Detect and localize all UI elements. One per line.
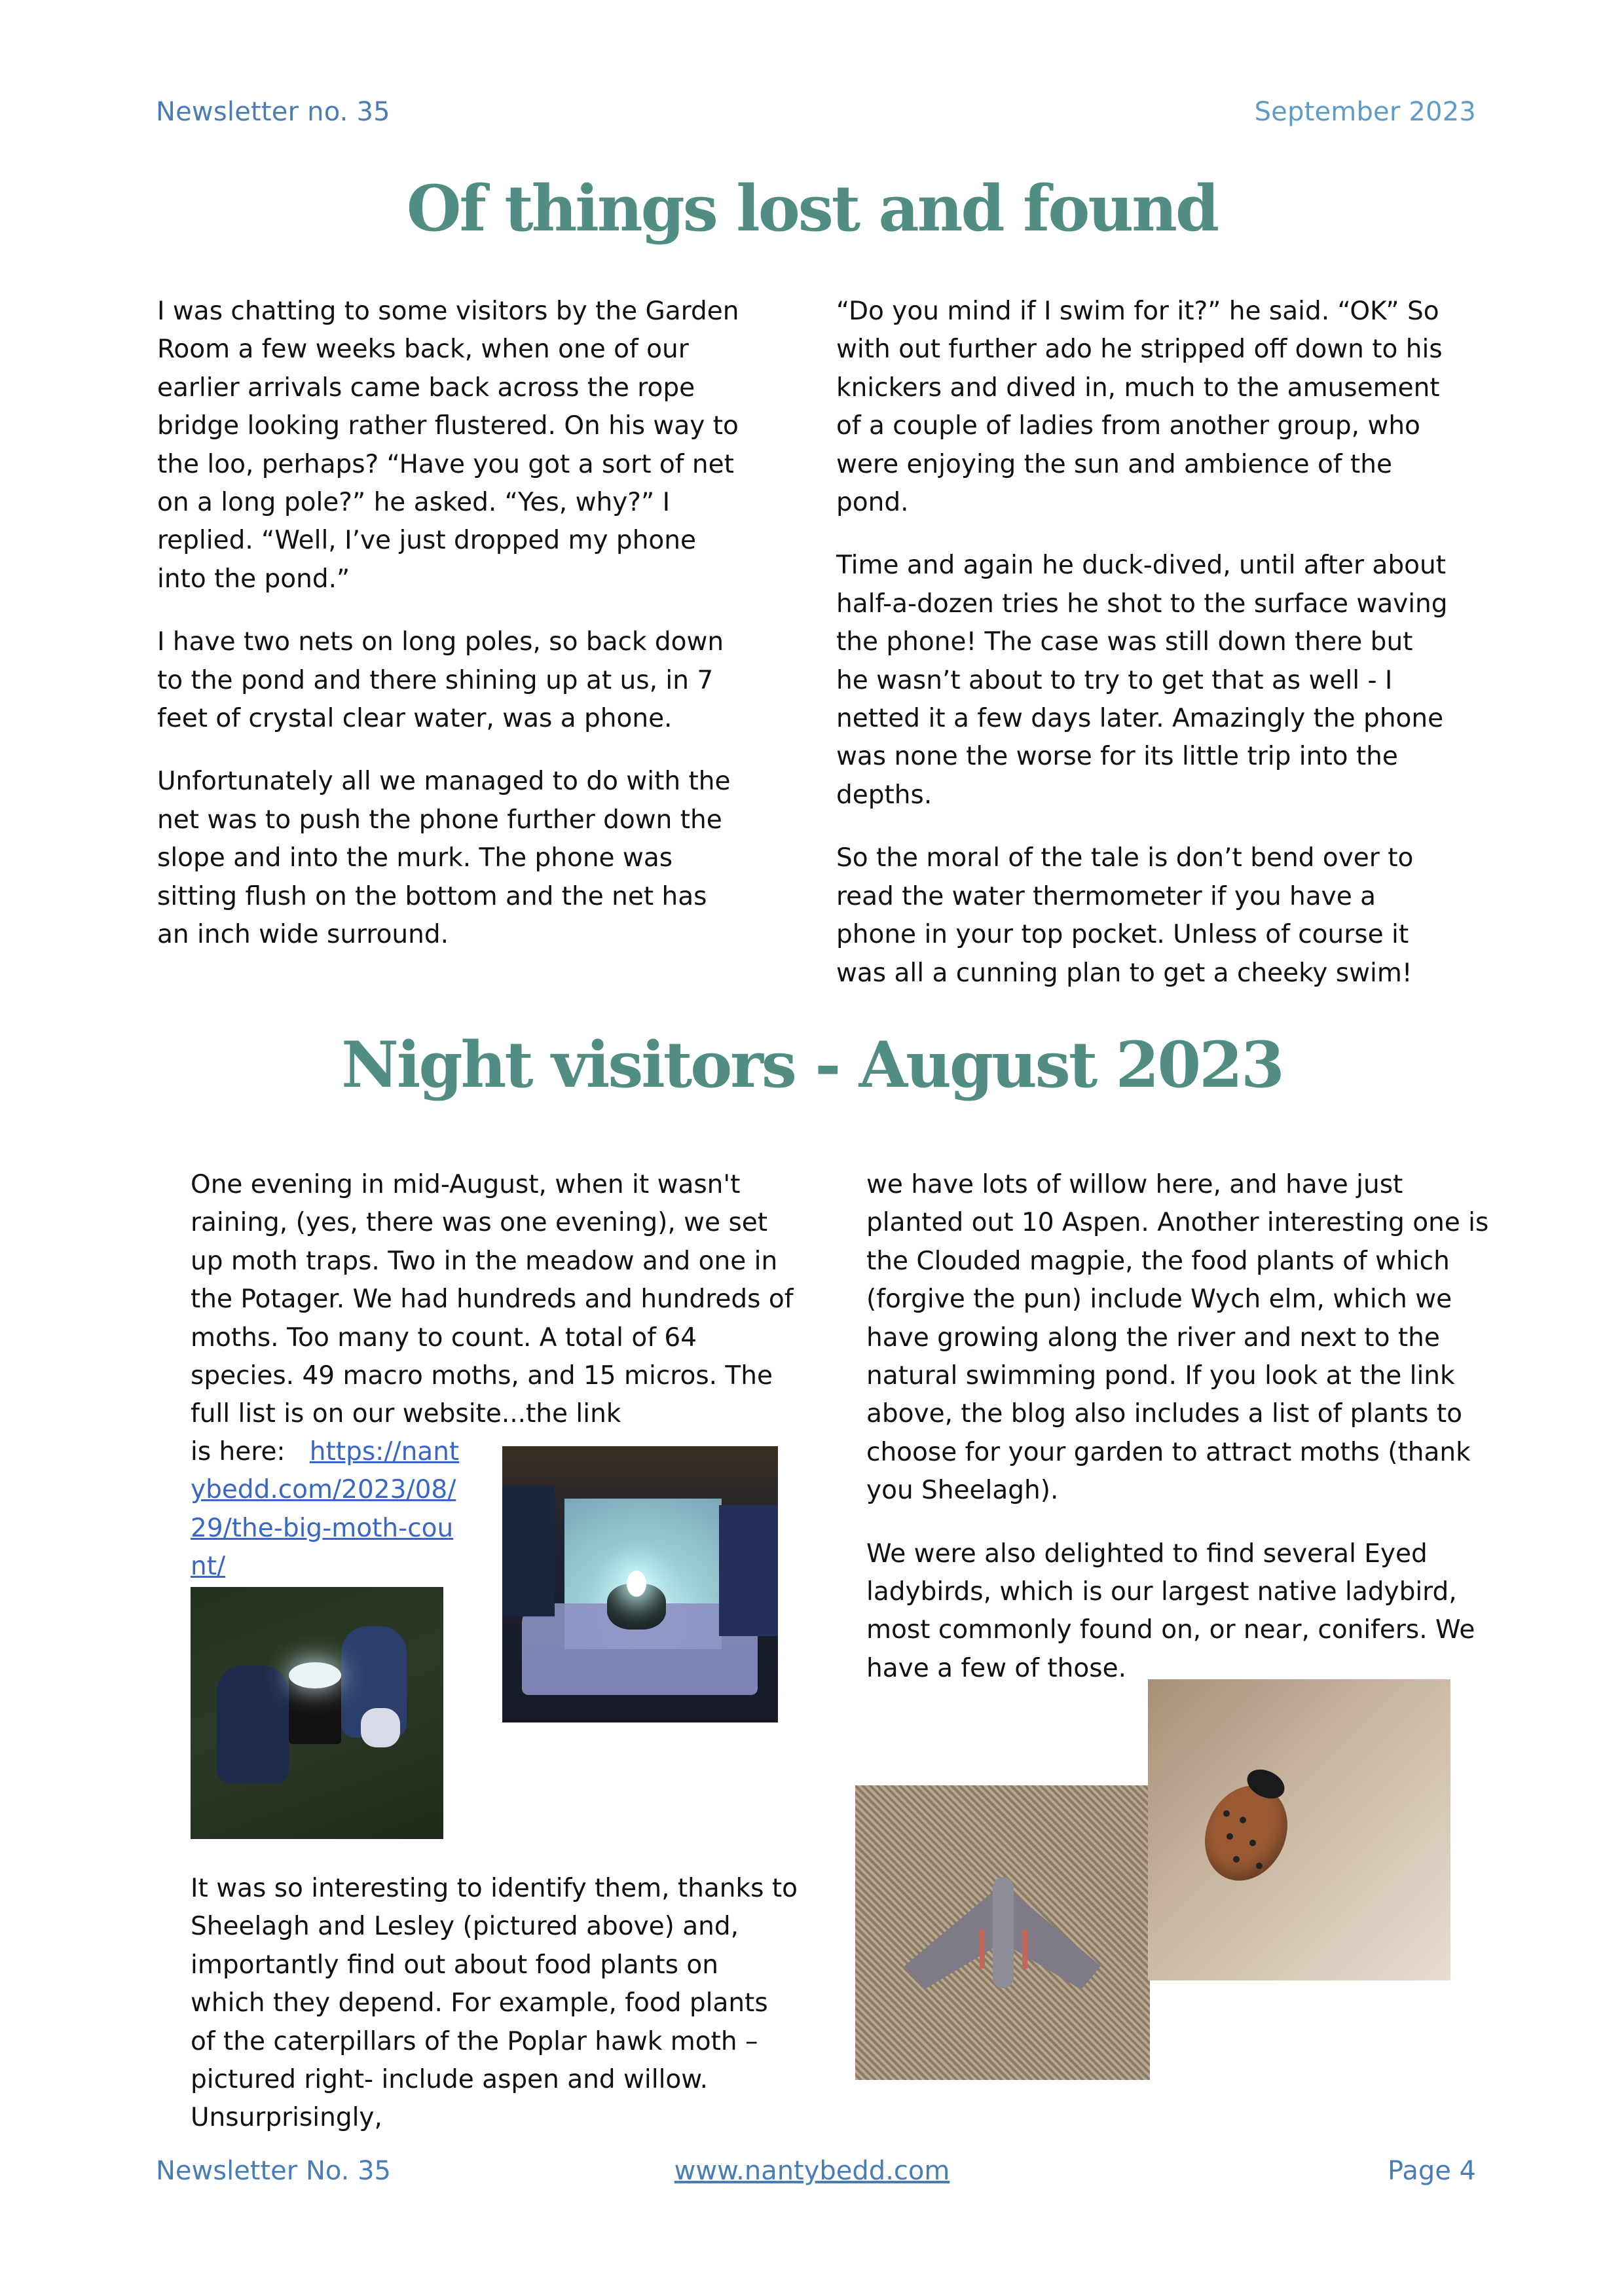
footer-page-number: Page 4 [1388, 2156, 1476, 2186]
photo-moth-trap-grass [191, 1587, 443, 1839]
section-title-lost-and-found: Of things lost and found [406, 172, 1218, 246]
lost-found-right-column [836, 293, 1452, 1017]
website-link[interactable]: www.nantybedd.com [674, 2156, 950, 2186]
paragraph: So the moral of the tale is don’t bend over to read the water thermometer if you have a phone in your top pocket. Unless of course it was all a cunning plan to get a cheeky swim! [836, 843, 1414, 988]
paragraph: We were also delighted to find several Eyed ladybirds, which is our largest native ladybird, most commonly found on, or near, conifers. We have a few of those. [866, 1539, 1475, 1683]
photo-moth-sheet [502, 1446, 778, 1722]
paragraph: “Do you mind if I swim for it?” he said. “OK” So with out further ado he stripped off down to his knickers and dived in, much to the amusement of a couple of ladies from another group, who were enjoying the sun and ambience of the pond. [836, 297, 1443, 518]
paragraph: It was so interesting to identify them, thanks to Sheelagh and Lesley (pictured above) and, importantly find out about food plants on which they depend. For example, food plants of the caterpillars of the Poplar hawk moth – pictured right- include aspen and willow. Unsurprisingly, [191, 1874, 798, 2133]
moth-count-link[interactable]: https://nantybedd.com/2023/08/29/the-big-moth-count/ [191, 1437, 460, 1582]
night-visitors-right-column [866, 1166, 1495, 1713]
night-visitors-identification [191, 1870, 800, 2138]
paragraph: I was chatting to some visitors by the Garden Room a few weeks back, when one of our earlier arrivals came back across the rope bridge looking rather flustered. On his way to the loo, perhaps? “Have you got a sort of net on a long pole?” he asked. “Yes, why?” I replied. “Well, I’ve just dropped my phone into the pond.” [157, 297, 739, 594]
lost-found-left-column [157, 293, 747, 979]
paragraph: One evening in mid-August, when it wasn't raining, (yes, there was one evening), we set up moth traps. Two in the meadow and one in the Potager. We had hundreds and hundreds of moths. Too many to count. A total of 64 species. 49 macro moths, and 15 micros. The full list is on our website...the link [191, 1170, 794, 1429]
paragraph: we have lots of willow here, and have just planted out 10 Aspen. Another interesting one is the Clouded magpie, the food plants of which (forgive the pun) include Wych elm, which we have growing along the river and next to the natural swimming pond. If you look at the link above, the blog also includes a list of plants to choose for your garden to attract moths (thank you Sheelagh). [866, 1170, 1489, 1506]
night-visitors-intro [191, 1166, 800, 1434]
paragraph: Unfortunately all we managed to do with the net was to push the phone further down the slope and into the murk. The phone was sitting flush on the bottom and the net has an inch wide surround. [157, 767, 731, 950]
photo-eyed-ladybird [1148, 1679, 1450, 1980]
footer-newsletter-number: Newsletter No. 35 [156, 2156, 391, 2186]
footer-website [0, 2156, 1624, 2186]
header-newsletter-number: Newsletter no. 35 [156, 97, 390, 127]
link-prefix: is here: [191, 1437, 286, 1467]
photo-poplar-hawk-moth [855, 1785, 1150, 2080]
section-title-night-visitors: Night visitors - August 2023 [341, 1028, 1283, 1102]
paragraph: I have two nets on long poles, so back down to the pond and there shining up at us, in 7 feet of crystal clear water, was a phone. [157, 627, 724, 734]
paragraph: Time and again he duck-dived, until after about half-a-dozen tries he shot to the surface waving the phone! The case was still down there but he wasn’t about to try to get that as well - I netted it a few days later. Amazingly the phone was none the worse for its little trip into the depths. [836, 551, 1448, 810]
moth-count-link-block [191, 1433, 466, 1586]
header-date: September 2023 [1254, 97, 1476, 127]
